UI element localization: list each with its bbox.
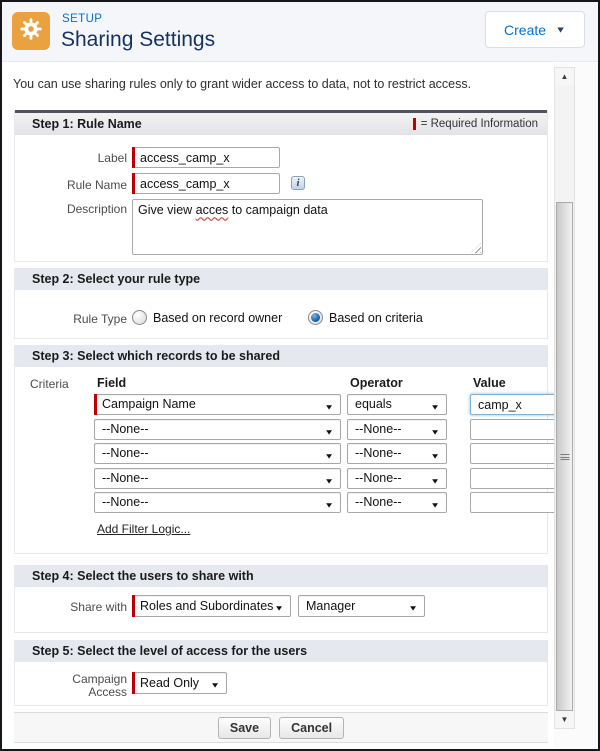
rule-name-required-bar	[132, 173, 135, 194]
campaign-access-label: Campaign Access	[72, 672, 127, 699]
content-area	[2, 63, 598, 749]
label-input[interactable]	[132, 147, 280, 168]
rule-name-input[interactable]	[132, 173, 280, 194]
criteria-row4-operator-select[interactable]	[347, 468, 447, 489]
share-target-value: Manager	[306, 599, 356, 613]
campaign-access-select[interactable]	[132, 672, 227, 694]
description-field-label: Description	[66, 202, 127, 216]
criteria-row2-operator-select[interactable]	[347, 419, 447, 440]
step1-title: Step 1: Rule Name	[32, 117, 142, 131]
save-button[interactable]: Save	[218, 717, 271, 739]
criteria-row2-field-select[interactable]	[94, 419, 341, 440]
criteria-row1-field-select[interactable]	[94, 394, 341, 415]
page-title: Sharing Settings	[61, 28, 216, 51]
criteria-row3-field-value: --None--	[102, 446, 149, 460]
criteria-row5-field-value: --None--	[102, 495, 149, 509]
campaign-access-value: Read Only	[140, 676, 200, 690]
step3-title: Step 3: Select which records to be shared	[15, 345, 547, 367]
criteria-row1-required-bar	[94, 394, 97, 415]
dropdown-caret-icon: ▼	[274, 604, 284, 613]
required-legend	[413, 113, 538, 135]
column-header-value: Value	[473, 376, 506, 390]
share-target-select[interactable]	[298, 595, 425, 617]
criteria-row5-value-input[interactable]	[470, 492, 554, 513]
criteria-row3-operator-value: --None--	[355, 446, 402, 460]
section-step3	[14, 345, 548, 554]
criteria-row4-value-input[interactable]	[470, 468, 554, 489]
step2-title: Step 2: Select your rule type	[15, 268, 547, 290]
criteria-row3-field-select[interactable]	[94, 443, 341, 464]
criteria-row1-value-input[interactable]	[470, 394, 554, 415]
step1-header	[15, 110, 547, 135]
scroll-down-button[interactable]	[555, 711, 574, 728]
setup-eyebrow: SETUP	[62, 13, 103, 25]
dropdown-caret-icon: ▼	[430, 428, 440, 437]
share-with-select[interactable]	[132, 595, 291, 617]
section-step1	[14, 110, 548, 262]
criteria-row4-field-value: --None--	[102, 471, 149, 485]
column-header-field: Field	[97, 376, 127, 390]
criteria-row1-field-value: Campaign Name	[102, 397, 196, 411]
scrollbar-grip-icon	[560, 454, 569, 460]
section-step2	[14, 268, 548, 339]
description-text: Give view acces to campaign data	[138, 203, 328, 217]
rule-type-label: Rule Type	[73, 312, 127, 326]
radio-based-on-criteria[interactable]	[308, 310, 323, 325]
criteria-row1-operator-value: equals	[355, 397, 392, 411]
resize-grip-icon[interactable]	[471, 243, 481, 253]
scroll-pane	[2, 63, 554, 749]
criteria-row2-field-value: --None--	[102, 422, 149, 436]
radio-label-criteria[interactable]: Based on criteria	[329, 311, 423, 325]
gear-icon	[18, 16, 44, 47]
step4-title: Step 4: Select the users to share with	[15, 565, 547, 587]
footer-button-bar	[14, 712, 548, 743]
criteria-row4-field-select[interactable]	[94, 468, 341, 489]
criteria-row2-operator-value: --None--	[355, 422, 402, 436]
chevron-down-icon: ▼	[555, 24, 566, 35]
description-textarea[interactable]	[132, 199, 483, 255]
criteria-row3-operator-select[interactable]	[347, 443, 447, 464]
dropdown-caret-icon: ▼	[324, 403, 334, 412]
dropdown-caret-icon: ▼	[324, 452, 334, 461]
share-with-value: Roles and Subordinates	[140, 599, 274, 613]
scroll-up-button[interactable]	[555, 68, 574, 85]
dropdown-caret-icon: ▼	[324, 477, 334, 486]
criteria-row5-field-select[interactable]	[94, 492, 341, 513]
intro-text: You can use sharing rules only to grant wider access to data, not to restrict access.	[13, 77, 472, 91]
info-icon[interactable]: i	[291, 176, 305, 190]
dropdown-caret-icon: ▼	[430, 403, 440, 412]
dropdown-caret-icon: ▼	[408, 604, 418, 613]
dropdown-caret-icon: ▼	[430, 452, 440, 461]
dropdown-caret-icon: ▼	[430, 501, 440, 510]
create-button[interactable]	[485, 11, 585, 48]
cancel-button[interactable]: Cancel	[279, 717, 344, 739]
criteria-row5-operator-select[interactable]	[347, 492, 447, 513]
scroll-up-icon: ▲	[560, 72, 569, 81]
criteria-row4-operator-value: --None--	[355, 471, 402, 485]
section-step4	[14, 565, 548, 633]
required-legend-text: = Required Information	[420, 117, 538, 130]
dropdown-caret-icon: ▼	[324, 501, 334, 510]
radio-label-record-owner[interactable]: Based on record owner	[153, 311, 283, 325]
dropdown-caret-icon: ▼	[324, 428, 334, 437]
add-filter-logic-link[interactable]: Add Filter Logic...	[97, 522, 191, 536]
criteria-row5-operator-value: --None--	[355, 495, 402, 509]
dropdown-caret-icon: ▼	[210, 681, 220, 690]
criteria-row1-operator-select[interactable]	[347, 394, 447, 415]
share-with-required-bar	[132, 595, 135, 617]
scrollbar-thumb[interactable]	[556, 202, 573, 711]
app-header	[2, 2, 598, 62]
criteria-row3-value-input[interactable]	[470, 443, 554, 464]
setup-tile	[12, 12, 50, 50]
section-step5	[14, 640, 548, 706]
criteria-row2-value-input[interactable]	[470, 419, 554, 440]
criteria-label: Criteria	[30, 377, 69, 391]
column-header-operator: Operator	[350, 376, 403, 390]
radio-based-on-record-owner[interactable]	[132, 310, 147, 325]
vertical-scrollbar[interactable]	[554, 67, 575, 729]
step5-title: Step 5: Select the level of access for the users	[15, 640, 547, 662]
create-button-label: Create	[504, 21, 547, 38]
required-bar-icon	[413, 118, 416, 130]
campaign-access-required-bar	[132, 672, 135, 694]
rule-name-field-label: Rule Name	[66, 178, 127, 192]
share-with-label: Share with	[70, 600, 127, 614]
dropdown-caret-icon: ▼	[430, 477, 440, 486]
scroll-down-icon: ▼	[560, 715, 569, 724]
label-field-label: Label	[97, 151, 127, 165]
label-required-bar	[132, 147, 135, 168]
